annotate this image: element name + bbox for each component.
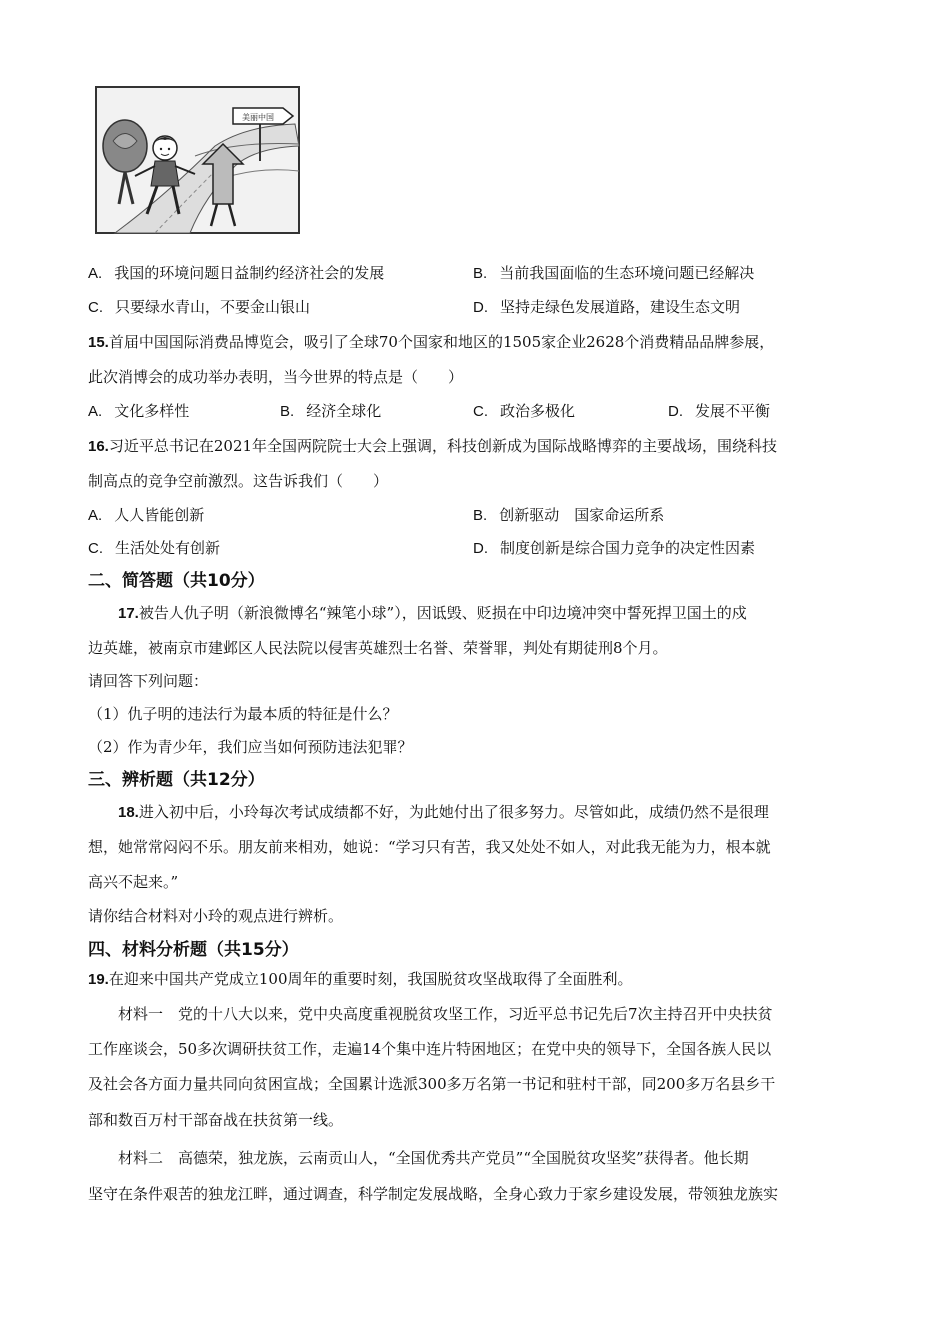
- section3-heading: 三、辨析题（共12分）: [88, 770, 265, 790]
- q16-option-b: B. 创新驱动 国家命运所系: [473, 506, 665, 524]
- q14-option-a: A. 我国的环境问题日益制约经济社会的发展: [88, 264, 385, 282]
- q18-stem-line1: 18.进入初中后，小玲每次考试成绩都不好，为此她付出了很多努力。尽管如此，成绩仍然不是很理: [118, 803, 769, 821]
- q14-option-b: B. 当前我国面临的生态环境问题已经解决: [473, 264, 755, 282]
- q18-prompt: 请你结合材料对小玲的观点进行辨析。: [88, 907, 344, 925]
- q15-option-b: B. 经济全球化: [280, 402, 382, 420]
- q15-stem-line2: 此次消博会的成功举办表明，当今世界的特点是（ ）: [88, 368, 464, 386]
- q16-option-a: A. 人人皆能创新: [88, 506, 205, 524]
- cartoon-illustration: [95, 86, 300, 234]
- q16-stem-line2: 制高点的竞争空前激烈。这告诉我们（ ）: [88, 472, 389, 490]
- q19-stem: 19.在迎来中国共产党成立100周年的重要时刻，我国脱贫攻坚战取得了全面胜利。: [88, 970, 633, 988]
- q15-option-d: D. 发展不平衡: [668, 402, 771, 420]
- section2-heading: 二、简答题（共10分）: [88, 571, 265, 591]
- material1-line1: 材料一 党的十八大以来，党中央高度重视脱贫攻坚工作，习近平总书记先后7次主持召开中央扶贫: [118, 1005, 773, 1023]
- q14-option-d: D. 坚持走绿色发展道路，建设生态文明: [473, 298, 741, 316]
- q14-option-c: C. 只要绿水青山，不要金山银山: [88, 298, 311, 316]
- q16-option-d: D. 制度创新是综合国力竞争的决定性因素: [473, 539, 756, 557]
- q17-stem-line1: 17.被告人仇子明（新浪微博名“辣笔小球”），因诋毁、贬损在中印边境冲突中誓死捍卫国土的戍: [118, 604, 747, 622]
- q16-stem-line1: 16.习近平总书记在2021年全国两院院士大会上强调，科技创新成为国际战略博弈的主要战场，围绕科技: [88, 437, 778, 455]
- material1-line2: 工作座谈会，50多次调研扶贫工作，走遍14个集中连片特困地区；在党中央的领导下，全国各族人民以: [88, 1040, 772, 1058]
- material2-line1: 材料二 高德荣，独龙族，云南贡山人，“全国优秀共产党员”“全国脱贫攻坚奖”获得者。他长期: [118, 1149, 749, 1167]
- material1-line4: 部和数百万村干部奋战在扶贫第一线。: [88, 1111, 344, 1129]
- sign-text: 美丽中国: [242, 113, 274, 122]
- material1-line3: 及社会各方面力量共同向贫困宣战；全国累计选派300多万名第一书记和驻村干部，同200多万名县乡干: [88, 1075, 776, 1093]
- q17-prompt: 请回答下列问题：: [88, 672, 209, 690]
- q15-option-c: C. 政治多极化: [473, 402, 576, 420]
- q16-option-c: C. 生活处处有创新: [88, 539, 221, 557]
- q17-sub1: （1）仇子明的违法行为最本质的特征是什么？: [88, 705, 398, 723]
- q18-stem-line2: 想，她常常闷闷不乐。朋友前来相劝，她说：“学习只有苦，我又处处不如人，对此我无能为力，根本就: [88, 838, 771, 856]
- q15-stem-line1: 15.首届中国国际消费品博览会，吸引了全球70个国家和地区的1505家企业2628个消费精品品牌参展，: [88, 333, 775, 351]
- q18-stem-line3: 高兴不起来。”: [88, 873, 179, 891]
- q15-option-a: A. 文化多样性: [88, 402, 190, 420]
- q17-stem-line2: 边英雄，被南京市建邺区人民法院以侵害英雄烈士名誉、荣誉罪，判处有期徒刑8个月。: [88, 639, 668, 657]
- q17-sub2: （2）作为青少年，我们应当如何预防违法犯罪？: [88, 738, 413, 756]
- section4-heading: 四、材料分析题（共15分）: [88, 940, 299, 960]
- material2-line2: 坚守在条件艰苦的独龙江畔，通过调查，科学制定发展战略，全身心致力于家乡建设发展，带领独龙族实: [88, 1185, 779, 1203]
